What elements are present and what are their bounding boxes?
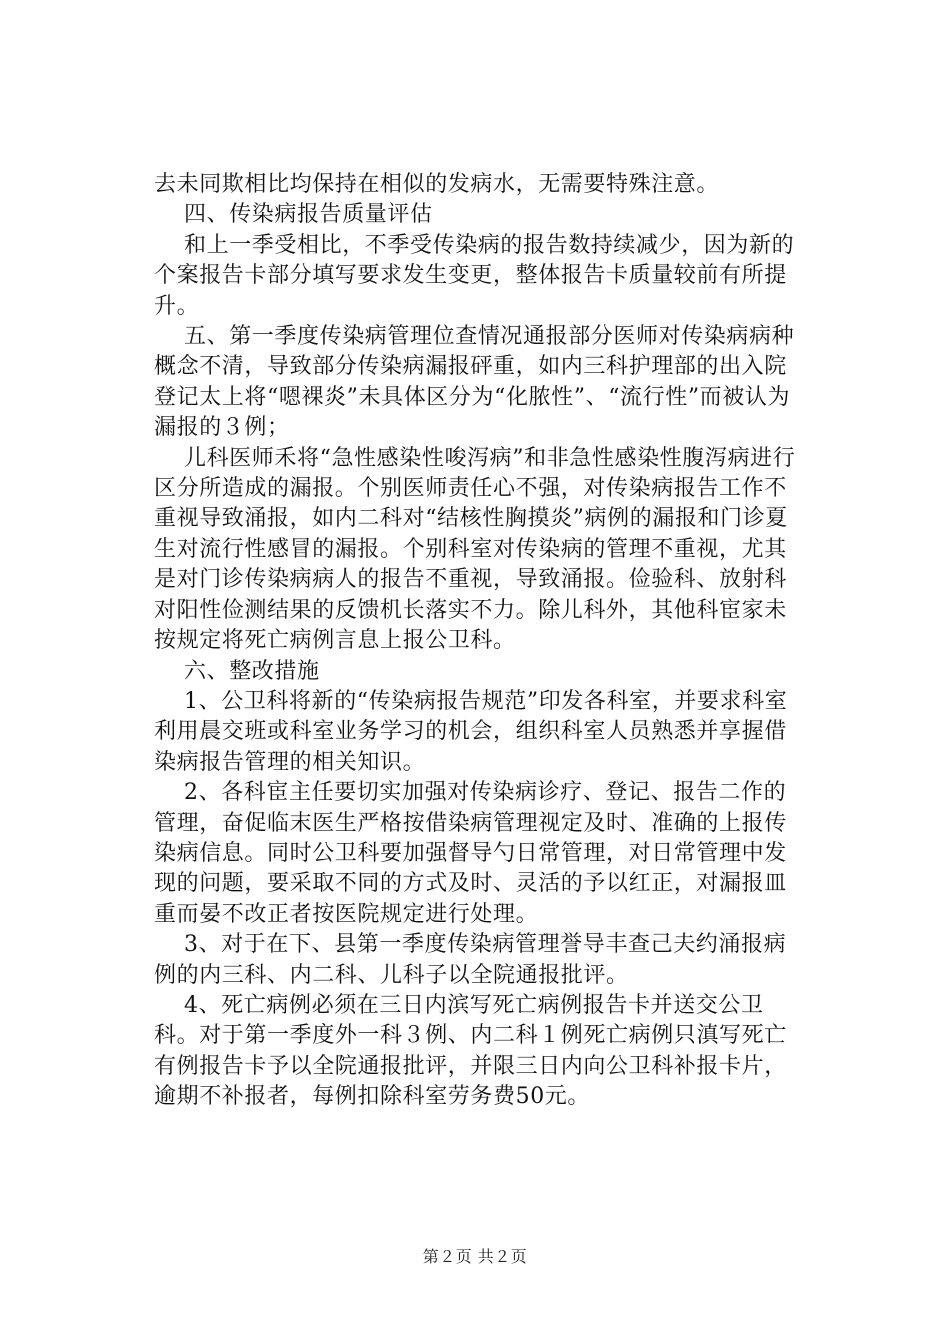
- section-heading-measures: 六、整改措施: [184, 658, 320, 684]
- paragraph-quality: 和上一季受相比，不季受传染病的报告数持续减少，因为新的个案报告卡部分填写要求发生变更，整体报告卡质量较前有所提升。: [154, 232, 795, 319]
- measure-item-4: 4、死亡病例必须在三日内滨写死亡病例报告卡并送交公卫科。对于第一季度外一科３例、内二科１例死亡病例只滇写死亡有例报告卡予以全院通报批评，并限三日内向公卫科补报卡片，逾期不补报者，每例扣除科室劳务费50元。: [154, 992, 787, 1110]
- measure-item-3: 3、对于在下、县第一季度传染病管理誉导丰查己夫约涌报病例的内三科、内二科、儿科子以全院通报批评。: [154, 932, 787, 988]
- paragraph-pediatrics: 儿科医师禾将“急性感染性唆泻病”和非急性感染性腹泻病进行区分所造成的漏报。个别医师责任心不强，对传染病报告工作不重视导致涌报，如内二科对“结核性胸摸炎”病例的漏报和门诊夏生对流行性感冒的漏报。个别科室对传染病的管理不重视，尤其是对门诊传染病病人的报告不重视，导致涌报。俭验科、放射科对阳性俭测结果的反馈机长落实不力。除儿科外，其他科宦家未按规定将死亡病例言息上报公卫科。: [154, 445, 796, 654]
- page-footer: 第２页 共２页: [422, 1247, 528, 1266]
- paragraph-continuation: 去未同欺相比均保持在相似的发病水，无需要特殊注意。: [154, 172, 720, 197]
- section-heading-quality: 四、传染病报告质量评估: [184, 202, 433, 228]
- measure-item-1: 1、公卫科将新的“传染病报告规范”印发各科室，并要求科室利用晨交班或科室业务学习的机会，组织科室人员熟悉并享握借染病报告管理的相关知识。: [154, 688, 788, 775]
- measure-item-2: 2、各科宦主任要切实加强对传染病诊疗、登记、报告二作的管理，奋促临末医生严格按借染病管理视定及时、准确的上报传染病信息。同时公卫科要加强督导勺日常管理，对日常管理中发现的问题，要采取不同的方式及时、灵活的予以红正，对漏报皿重而晏不改正者按医院规定进行处理。: [154, 780, 787, 927]
- document-body: [154, 170, 800, 1113]
- section-heading-inspection: 五、第一季度传染病管理位查情况通报部分医师对传染病病种概念不清，导致部分传染病漏报砰重，如内三科护理部的出入院登记太上将“嗯裸炎”未具体区分为“化脓性”、“流行性”而被认为漏报的３例；: [154, 324, 795, 441]
